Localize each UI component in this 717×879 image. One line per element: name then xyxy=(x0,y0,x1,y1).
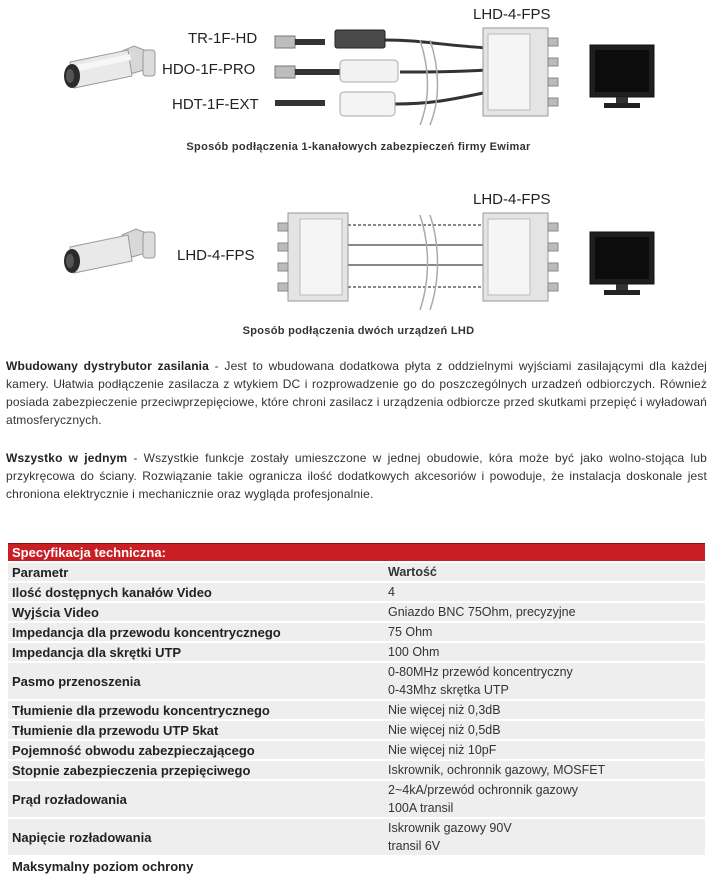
spec-value-cell xyxy=(384,761,705,779)
hdt-1f-ext-device xyxy=(275,92,395,116)
table-row xyxy=(8,701,705,719)
connection-diagram-2 xyxy=(0,185,717,345)
monitor-icon xyxy=(590,232,654,295)
table-row xyxy=(8,781,705,817)
paragraph-text: - Jest to wbudowana dodatkowa płyta z oddzielnymi wyjściami zasilającymi dla każdej kamery. Ułatwia podłączenie zasilacza z wtykiem DC i rozprowadzenie go do poszczególnych urzadzeń odbiorczych. Również posiada zabezpieczenie przeciwprzepięciowe, które chroni zasilacz i urządzenia odbiorcze przed skutkami przepięć i wyładowań atmosferycznych. xyxy=(6,359,708,427)
table-row xyxy=(8,583,705,601)
diagram-1-caption: Sposób podłączenia 1-kanałowych zabezpieczeń firmy Ewimar xyxy=(186,141,531,153)
spec-value-cell xyxy=(384,583,705,601)
table-row xyxy=(8,741,705,759)
spec-value-line: Nie więcej niż 0,3dB xyxy=(388,703,501,717)
spec-value-line: 0-43Mhz skrętka UTP xyxy=(388,683,509,697)
spec-value-cell xyxy=(384,603,705,621)
camera-icon xyxy=(64,46,155,88)
lhd-4-fps-right-device xyxy=(483,213,558,301)
spec-param-cell: Stopnie zabezpieczenia przepięciwego xyxy=(8,761,384,779)
table-row xyxy=(8,721,705,739)
spec-value-cell xyxy=(384,663,705,699)
paragraph-title: Wszystko w jednym xyxy=(6,451,128,465)
paragraph-text: - Wszystkie funkcje zostały umieszczone w jednej obudowie, kóra może być jako wolno-stojąca lub przykręcowa do ściany. Rozwiązanie takie ogranicza ilość dodatkowych akcesoriów i powoduje, że instalacja doskonale jest chroniona elektrycznie i mechanicznie oraz wygląda profesjonalnie. xyxy=(6,451,707,501)
label-lhd-4-fps: LHD-4-FPS xyxy=(473,6,551,23)
spec-param-cell: Maksymalny poziom ochrony xyxy=(12,858,194,874)
table-row xyxy=(8,643,705,661)
spec-value-line: 2~4kA/przewód ochronnik gazowy xyxy=(388,783,579,797)
spec-param-cell: Ilość dostępnych kanałów Video xyxy=(8,583,384,601)
paragraph-title: Wbudowany dystrybutor zasilania xyxy=(6,359,209,373)
diagram-2-caption: Sposób podłączenia dwóch urządzeń LHD xyxy=(242,325,475,337)
table-row xyxy=(8,819,705,855)
spec-param-cell: Impedancja dla przewodu koncentrycznego xyxy=(8,623,384,641)
spec-value-line: 4 xyxy=(388,585,395,599)
spec-param-cell: Impedancja dla skrętki UTP xyxy=(8,643,384,661)
connection-diagram-1 xyxy=(0,0,717,160)
spec-value-line: Nie więcej niż 10pF xyxy=(388,743,497,757)
label-lhd-4-fps-right: LHD-4-FPS xyxy=(473,191,551,208)
spec-value-line: 0-80MHz przewód koncentryczny xyxy=(388,665,573,679)
spec-value-line: Iskrownik, ochronnik gazowy, MOSFET xyxy=(388,763,606,777)
spec-table xyxy=(8,541,705,877)
label-hdo-1f-pro: HDO-1F-PRO xyxy=(162,61,256,78)
spec-param-cell: Pasmo przenoszenia xyxy=(8,663,384,699)
table-row xyxy=(8,663,705,699)
spec-value-cell xyxy=(384,643,705,661)
lhd-4-fps-left-device xyxy=(278,213,348,301)
spec-table-header xyxy=(8,543,705,561)
hdo-1f-pro-device xyxy=(275,60,398,82)
column-header-param: Parametr xyxy=(8,563,384,581)
spec-param-cell: Pojemność obwodu zabezpieczającego xyxy=(8,741,384,759)
spec-param-cell: Wyjścia Video xyxy=(8,603,384,621)
paragraph-all-in-one xyxy=(6,449,707,503)
table-row xyxy=(8,761,705,779)
spec-param-cell: Napięcie rozładowania xyxy=(8,819,384,855)
spec-value-line: transil 6V xyxy=(388,839,441,853)
diagram-1-drawing xyxy=(0,0,717,135)
monitor-icon xyxy=(590,45,654,108)
table-row xyxy=(8,857,705,875)
spec-value-line: 75 Ohm xyxy=(388,625,433,639)
spec-value-cell xyxy=(384,781,705,817)
spec-param-cell: Prąd rozładowania xyxy=(8,781,384,817)
diagram-2-drawing xyxy=(0,185,717,315)
spec-value-line: 100A transil xyxy=(388,801,454,815)
spec-value-cell xyxy=(384,721,705,739)
spec-column-headers xyxy=(8,563,705,581)
tr-1f-hd-device xyxy=(275,30,385,48)
spec-title: Specyfikacja techniczna: xyxy=(8,543,705,561)
paragraph-power-distributor xyxy=(6,357,707,429)
table-row xyxy=(8,603,705,621)
table-row xyxy=(8,623,705,641)
label-hdt-1f-ext: HDT-1F-EXT xyxy=(172,96,259,113)
spec-value-line: Gniazdo BNC 75Ohm, precyzyjne xyxy=(388,605,576,619)
spec-value-cell xyxy=(384,701,705,719)
lhd-4-fps-device xyxy=(483,28,558,116)
spec-value-line: 100 Ohm xyxy=(388,645,440,659)
spec-value-cell xyxy=(384,819,705,855)
spec-value-cell xyxy=(384,741,705,759)
spec-value-cell xyxy=(384,857,705,875)
column-header-value: Wartość xyxy=(384,563,705,581)
spec-value-line: Iskrownik gazowy 90V xyxy=(388,821,512,835)
spec-param-cell: Tłumienie dla przewodu koncentrycznego xyxy=(8,701,384,719)
spec-value-line: Nie więcej niż 0,5dB xyxy=(388,723,501,737)
label-lhd-4-fps-left: LHD-4-FPS xyxy=(177,247,255,264)
camera-icon xyxy=(64,229,155,273)
spec-value-cell xyxy=(384,623,705,641)
label-tr-1f-hd: TR-1F-HD xyxy=(188,30,258,47)
spec-param-cell: Tłumienie dla przewodu UTP 5kat xyxy=(8,721,384,739)
